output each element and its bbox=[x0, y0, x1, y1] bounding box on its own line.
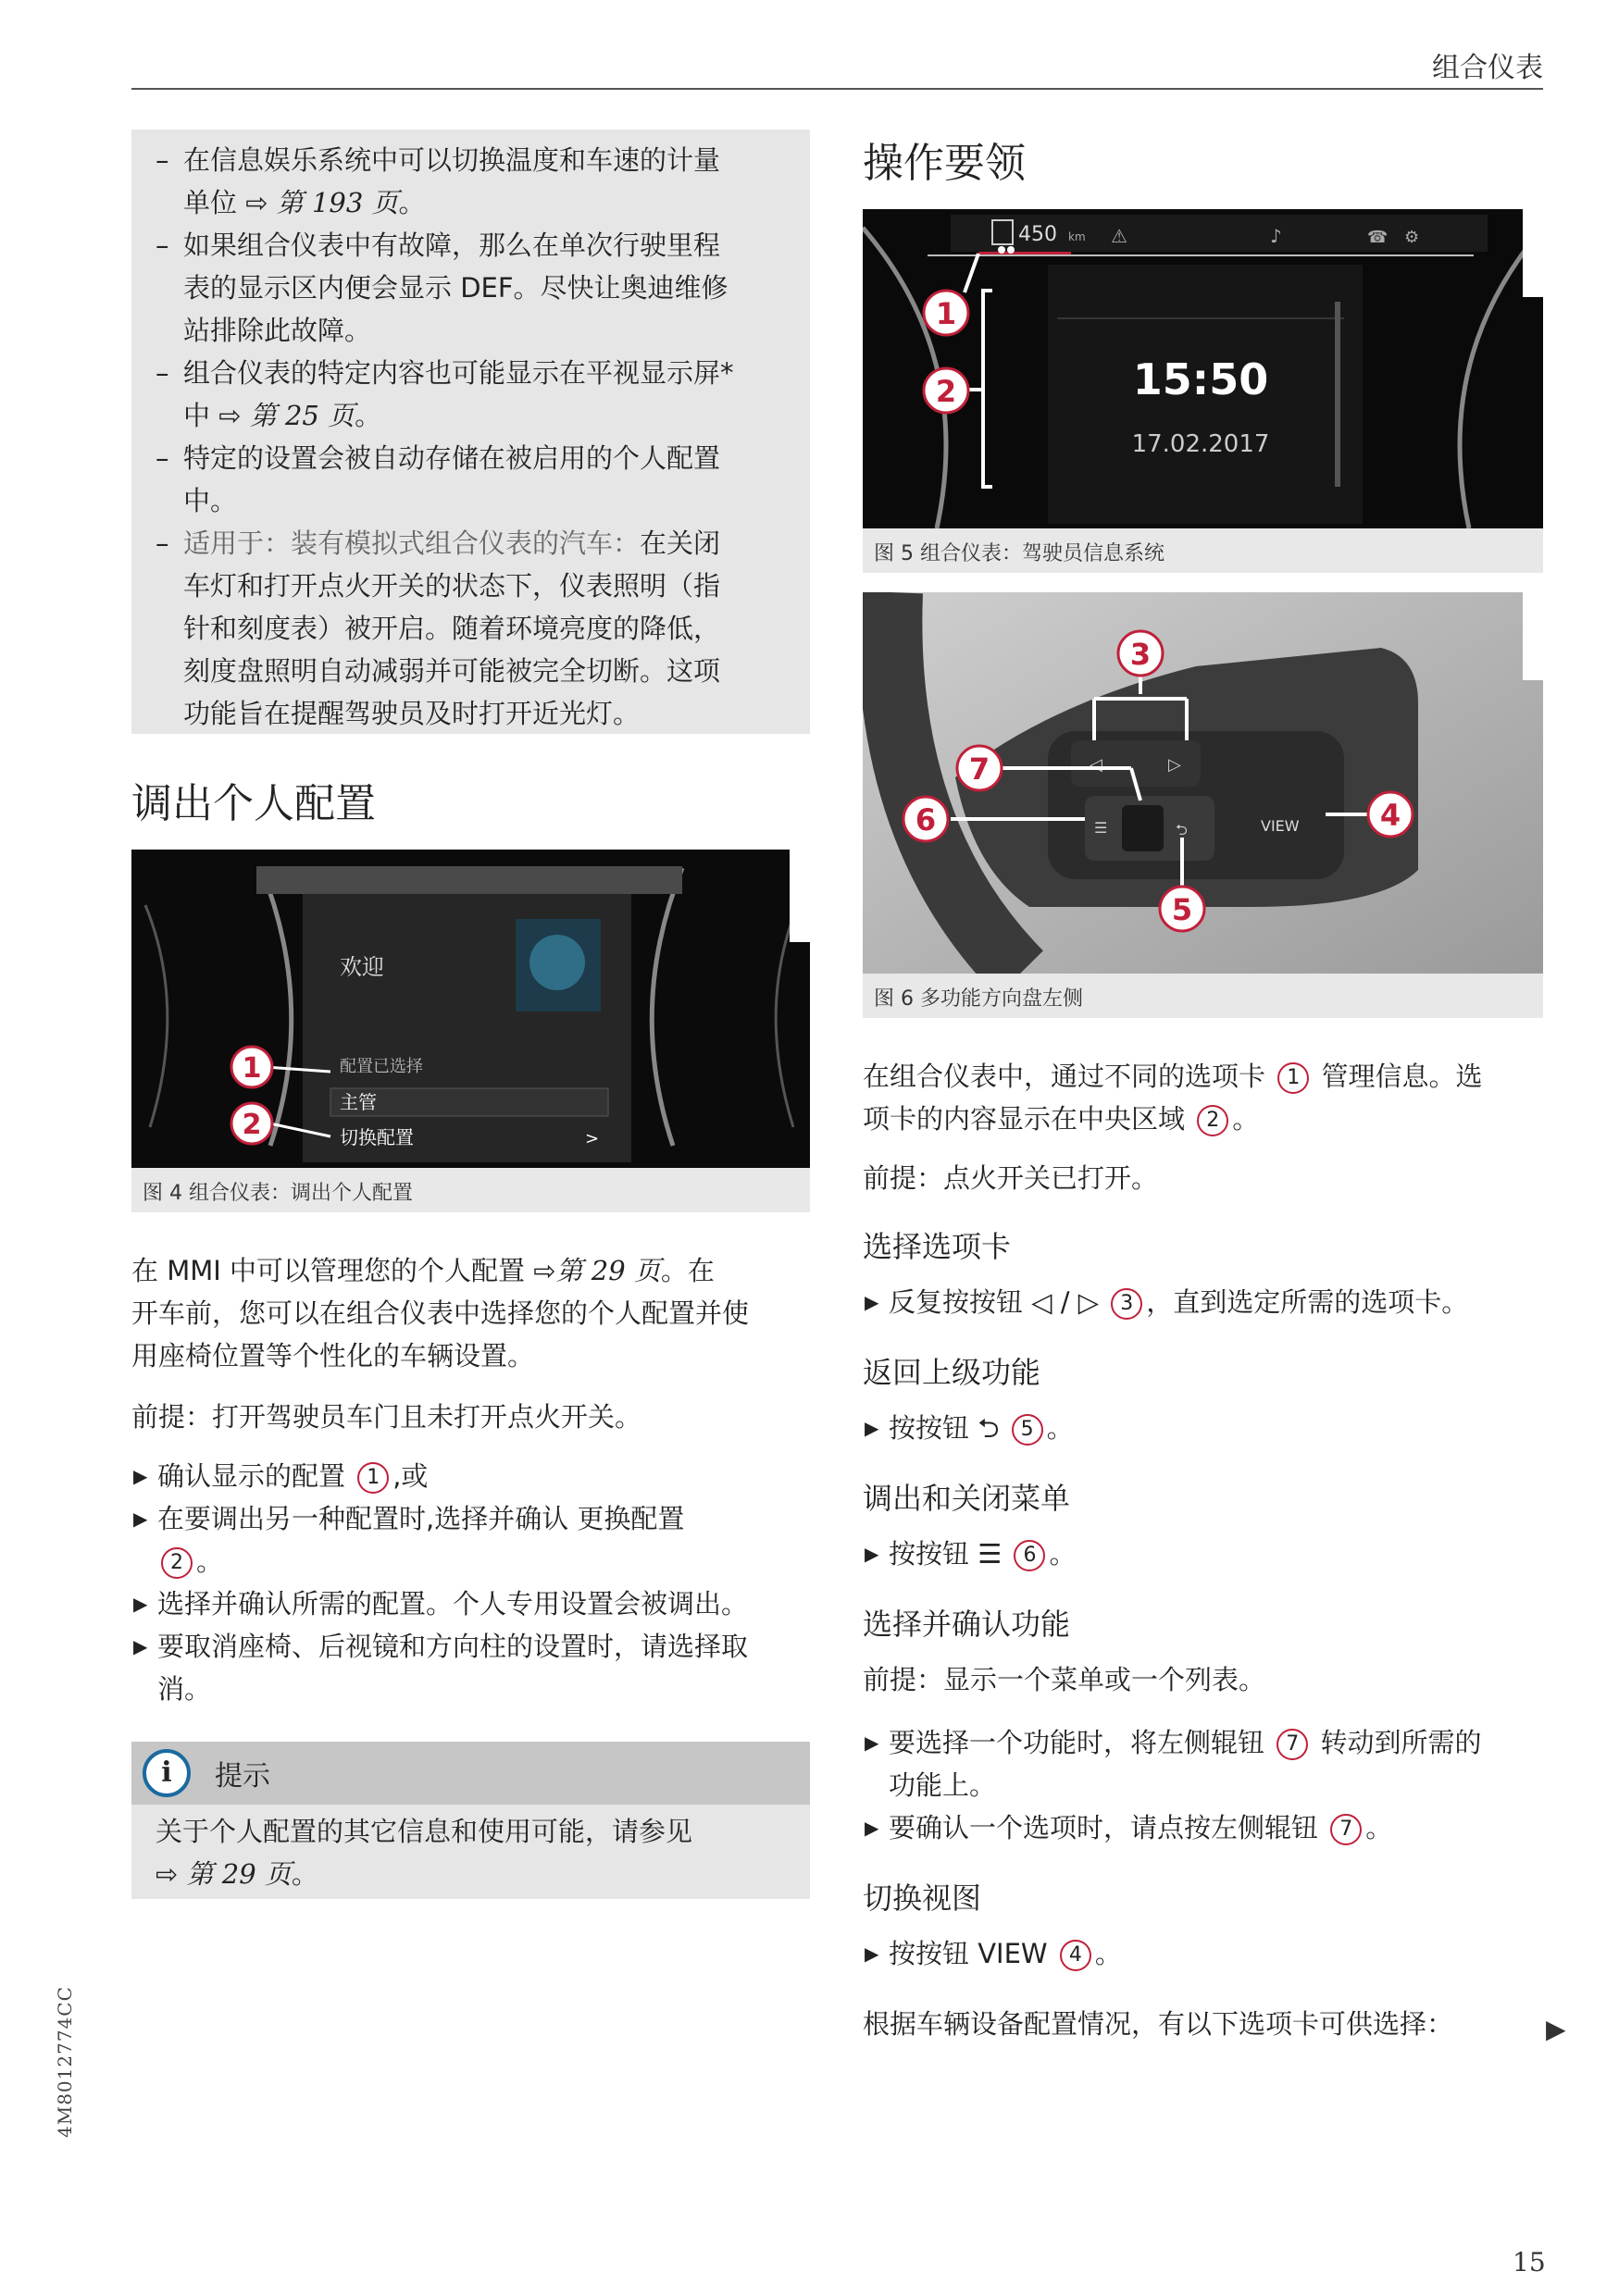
dash-marker: – bbox=[156, 527, 169, 559]
svg-text:>: > bbox=[585, 1129, 600, 1148]
document-code: 4M8012774CC bbox=[54, 1986, 76, 2138]
note-item: – 如果组合仪表中有故障，那么在单次行驶里程 表的显示区内便会显示 DEF。尽快让奥迪维修 站排除此故障。 bbox=[156, 224, 791, 352]
callout-ref-7: 7 bbox=[1277, 1729, 1308, 1760]
running-header: 组合仪表 bbox=[1432, 52, 1543, 84]
intro-paragraph: 在 MMI 中可以管理您的个人配置 ⇨第 29 页。在 开车前，您可以在组合仪表中选择您的个人配置并使 用座椅位置等个性化的车辆设置。 bbox=[131, 1255, 750, 1371]
steps-confirm bbox=[863, 1721, 1548, 1849]
steps-menu bbox=[863, 1533, 1548, 1575]
steps-list bbox=[131, 1455, 816, 1710]
subheading-confirm: 选择并确认功能 bbox=[863, 1607, 1071, 1642]
info-icon: i bbox=[143, 1749, 191, 1797]
svg-text:☎: ☎ bbox=[1367, 228, 1389, 247]
range-value: 450 bbox=[1018, 223, 1057, 246]
subheading-menu: 调出和关闭菜单 bbox=[863, 1481, 1071, 1516]
tip-header bbox=[131, 1742, 810, 1805]
tip-box bbox=[131, 1742, 810, 1899]
dash-marker: – bbox=[156, 357, 169, 389]
page-reference-link[interactable]: ⇨ 第 29 页 bbox=[156, 1858, 292, 1890]
page-number: 15 bbox=[1513, 2247, 1546, 2277]
closing-text: 根据车辆设备配置情况，有以下选项卡可供选择： bbox=[863, 2008, 1454, 2040]
cluster-profile-illustration bbox=[131, 850, 810, 1168]
page-reference-link[interactable]: ⇨第 29 页 bbox=[533, 1255, 661, 1286]
step-item: ▶ 要选择一个功能时，将左侧辊钮 7 转动到所需的 功能上。 bbox=[863, 1721, 1548, 1806]
arrow-icon: ⇨ bbox=[218, 400, 242, 431]
step-item: ▶ 要确认一个选项时，请点按左侧辊钮 7 。 bbox=[863, 1806, 1548, 1849]
page-reference-link[interactable]: ⇨ 第 25 页 bbox=[218, 400, 355, 431]
screen-row-switch: 切换配置 bbox=[340, 1126, 414, 1148]
view-button-label: VIEW bbox=[1261, 817, 1300, 835]
bullet-triangle-icon: ▶ bbox=[865, 1817, 879, 1839]
subheading-back: 返回上级功能 bbox=[863, 1355, 1041, 1390]
callout-ref-5: 5 bbox=[1012, 1414, 1043, 1446]
driver-info-illustration bbox=[863, 209, 1543, 528]
step-item: ▶ 按按钮 VIEW 4 。 bbox=[863, 1932, 1548, 1975]
figure-4 bbox=[131, 850, 810, 1212]
callout-2: 2 bbox=[935, 374, 957, 409]
screen-welcome-text: 欢迎 bbox=[340, 954, 384, 980]
callout-1: 1 bbox=[935, 296, 957, 331]
callout-1: 1 bbox=[242, 1052, 262, 1085]
figure-caption bbox=[131, 1168, 810, 1207]
callout-5: 5 bbox=[1171, 892, 1193, 927]
figure-caption-text: 组合仪表：调出个人配置 bbox=[189, 1182, 414, 1205]
note-item: – 特定的设置会被自动存储在被启用的个人配置 中。 bbox=[156, 437, 791, 522]
note-item: – 在信息娱乐系统中可以切换温度和车速的计量 单位 ⇨ 第 193 页。 bbox=[156, 139, 791, 224]
step-item: ▶ 按按钮 ☰ 6 。 bbox=[863, 1533, 1548, 1575]
tip-title: 提示 bbox=[215, 1760, 270, 1793]
arrow-icon: ⇨ bbox=[245, 187, 268, 218]
figure-number: 图 5 bbox=[874, 542, 914, 565]
subheading-select-tab: 选择选项卡 bbox=[863, 1229, 1012, 1264]
svg-text:◁: ◁ bbox=[1090, 755, 1102, 775]
figure-caption-text: 多功能方向盘左侧 bbox=[920, 987, 1084, 1011]
figure-5 bbox=[863, 209, 1543, 573]
page-reference-link[interactable]: ⇨ 第 193 页 bbox=[245, 187, 399, 218]
prerequisite-text: 前提：打开驾驶员车门且未打开点火开关。 bbox=[131, 1401, 642, 1433]
svg-text:♪: ♪ bbox=[1270, 225, 1282, 247]
screen-row-profile: 主管 bbox=[340, 1091, 377, 1113]
dash-marker: – bbox=[156, 230, 169, 261]
steps-select-tab bbox=[863, 1281, 1548, 1323]
screen-row-selected: 配置已选择 bbox=[340, 1057, 423, 1076]
bullet-triangle-icon: ▶ bbox=[865, 1731, 879, 1754]
bullet-triangle-icon: ▶ bbox=[133, 1635, 148, 1657]
bullet-triangle-icon: ▶ bbox=[865, 1942, 879, 1965]
tip-body: 关于个人配置的其它信息和使用可能，请参见 ⇨ 第 29 页。 bbox=[156, 1816, 693, 1890]
step-item: ▶ 反复按按钮 ◁ / ▷ 3 ，直到选定所需的选项卡。 bbox=[863, 1281, 1548, 1323]
clock-time: 15:50 bbox=[1132, 354, 1269, 404]
callout-ref-3: 3 bbox=[1111, 1288, 1142, 1320]
callout-6: 6 bbox=[915, 802, 937, 838]
steps-back bbox=[863, 1407, 1548, 1449]
applicability-prefix: 适用于：装有模拟式组合仪表的汽车： bbox=[183, 527, 641, 559]
header-rule bbox=[131, 88, 1543, 90]
callout-ref-1: 1 bbox=[1277, 1062, 1309, 1094]
callout-3: 3 bbox=[1129, 637, 1152, 672]
step-item: ▶ 选择并确认所需的配置。个人专用设置会被调出。 bbox=[131, 1582, 816, 1625]
step-item: ▶ 按按钮 ⮌ 5 。 bbox=[863, 1407, 1548, 1449]
callout-ref-1: 1 bbox=[357, 1462, 389, 1494]
callout-ref-4: 4 bbox=[1060, 1940, 1091, 1971]
step-item: ▶ 在要调出另一种配置时,选择并确认 更换配置 2 。 bbox=[131, 1497, 816, 1582]
note-box bbox=[131, 130, 810, 734]
dash-marker: – bbox=[156, 442, 169, 474]
bullet-triangle-icon: ▶ bbox=[865, 1291, 879, 1313]
bullet-triangle-icon: ▶ bbox=[865, 1417, 879, 1439]
note-item: – 组合仪表的特定内容也可能显示在平视显示屏* 中 ⇨ 第 25 页。 bbox=[156, 352, 791, 437]
figure-caption bbox=[863, 974, 1543, 1012]
callout-7: 7 bbox=[968, 751, 990, 787]
clock-date: 17.02.2017 bbox=[1131, 430, 1270, 458]
intro-paragraph: 在组合仪表中，通过不同的选项卡 1 管理信息。选 项卡的内容显示在中央区域 2 。 bbox=[863, 1061, 1483, 1135]
svg-text:☰: ☰ bbox=[1094, 819, 1108, 837]
figure-6 bbox=[863, 592, 1543, 1018]
note-text: 在信息娱乐系统中可以切换温度和车速的计量 bbox=[183, 144, 721, 176]
callout-4: 4 bbox=[1379, 798, 1401, 833]
callout-ref-6: 6 bbox=[1014, 1540, 1045, 1571]
svg-text:⚠: ⚠ bbox=[1111, 225, 1127, 247]
bullet-triangle-icon: ▶ bbox=[133, 1593, 148, 1615]
subheading-view: 切换视图 bbox=[863, 1880, 982, 1916]
prerequisite-text: 前提：显示一个菜单或一个列表。 bbox=[863, 1664, 1266, 1695]
range-unit: km bbox=[1068, 230, 1086, 243]
callout-ref-2: 2 bbox=[1197, 1105, 1228, 1136]
continue-arrow-icon: ▶ bbox=[1546, 2014, 1566, 2044]
callout-ref-7: 7 bbox=[1330, 1814, 1362, 1845]
figure-number: 图 4 bbox=[143, 1182, 182, 1205]
svg-text:▷: ▷ bbox=[1168, 755, 1181, 775]
callout-2: 2 bbox=[242, 1109, 262, 1141]
step-item: ▶ 确认显示的配置 1 ,或 bbox=[131, 1455, 816, 1497]
prerequisite-text: 前提：点火开关已打开。 bbox=[863, 1162, 1159, 1194]
arrow-icon: ⇨ bbox=[156, 1858, 179, 1890]
callout-ref-2: 2 bbox=[161, 1547, 193, 1579]
steering-wheel-illustration bbox=[863, 592, 1543, 974]
figure-caption-text: 组合仪表：驾驶员信息系统 bbox=[920, 542, 1165, 565]
svg-text:⚙: ⚙ bbox=[1404, 228, 1420, 247]
figure-number: 图 6 bbox=[874, 987, 914, 1011]
note-item: – 适用于：装有模拟式组合仪表的汽车：在关闭 车灯和打开点火开关的状态下，仪表照明（指 针和刻度表）被开启。随着环境亮度的降低， 刻度盘照明自动减弱并可能被完全切断。这项 功能旨在提醒驾驶员及时打开近光灯。 bbox=[156, 522, 791, 735]
bullet-triangle-icon: ▶ bbox=[865, 1543, 879, 1565]
bullet-triangle-icon: ▶ bbox=[133, 1508, 148, 1530]
step-item: ▶ 要取消座椅、后视镜和方向柱的设置时，请选择取 消。 bbox=[131, 1625, 816, 1710]
section-title-operation: 操作要领 bbox=[863, 140, 1026, 187]
section-title-profile: 调出个人配置 bbox=[131, 780, 376, 827]
bullet-triangle-icon: ▶ bbox=[133, 1465, 148, 1487]
note-text: 单位 bbox=[183, 187, 246, 218]
arrow-icon: ⇨ bbox=[533, 1255, 556, 1286]
figure-caption bbox=[863, 528, 1543, 567]
dash-marker: – bbox=[156, 144, 169, 176]
steps-view bbox=[863, 1932, 1548, 1975]
svg-text:⮌: ⮌ bbox=[1176, 821, 1188, 838]
